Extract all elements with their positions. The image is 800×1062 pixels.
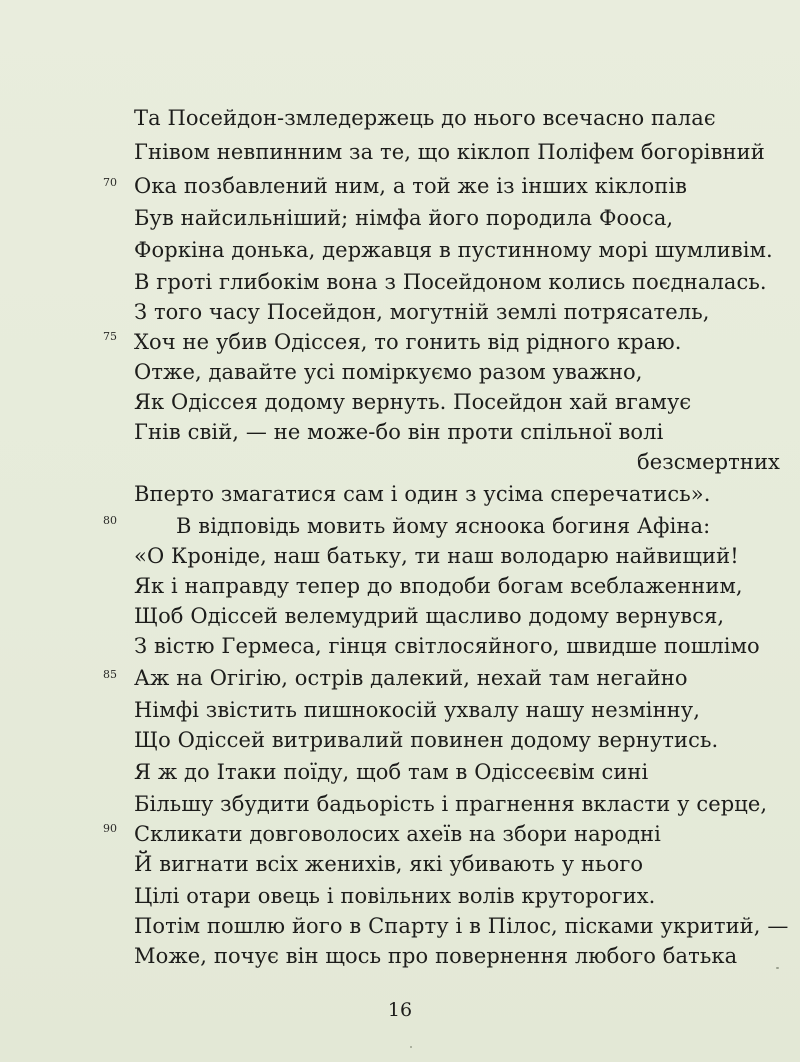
line-number: 70 <box>103 176 117 189</box>
verse-line: Як Одіссея додому вернуть. Посейдон хай вгамує <box>134 390 692 414</box>
verse-line: Я ж до Ітаки поїду, щоб там в Одіссеєвім сині <box>134 760 649 784</box>
verse-line: Й вигнати всіх женихів, які убивають у нього <box>134 852 644 876</box>
verse-line: Аж на Огігію, острів далекий, нехай там негайно <box>134 666 688 690</box>
verse-line: Гнів свій, — не може-бо він проти спільної волі <box>134 420 664 444</box>
verse-line: Цілі отари овець і повільних волів круторогих. <box>134 884 656 908</box>
paper-speck <box>410 1046 412 1048</box>
verse-line: Гнівом невпинним за те, що кіклоп Поліфем богорівний <box>134 140 765 164</box>
verse-line: В відповідь мовить йому ясноока богиня Афіна: <box>176 514 711 538</box>
verse-line: Хоч не убив Одіссея, то гонить від рідного краю. <box>134 330 682 354</box>
verse-line: Щоб Одіссей велемудрий щасливо додому вернувся, <box>134 604 725 628</box>
verse-line: Ока позбавлений ним, а той же із інших кіклопів <box>134 174 688 198</box>
verse-line: «О Кроніде, наш батьку, ти наш володарю найвищий! <box>134 544 739 568</box>
line-number: 75 <box>103 330 117 343</box>
verse-line: Що Одіссей витривалий повинен додому вернутись. <box>134 728 719 752</box>
line-number: 85 <box>103 668 117 681</box>
verse-line: Та Посейдон-змледержець до нього всечасно палає <box>134 106 716 130</box>
verse-line: Більшу збудити бадьорість і прагнення вкласти у серце, <box>134 792 768 816</box>
line-number: 90 <box>103 822 117 835</box>
verse-line: Був найсильніший; німфа його породила Фооса, <box>134 206 674 230</box>
verse-line: З вістю Гермеса, гінця світлосяйного, швидше пошлімо <box>134 634 760 658</box>
page-number: 16 <box>387 999 413 1021</box>
verse-line: Форкіна донька, державця в пустинному морі шумливім. <box>134 238 773 262</box>
verse-line: Вперто змагатися сам і один з усіма сперечатись». <box>134 482 711 506</box>
paper-speck <box>776 967 779 969</box>
verse-line: Може, почує він щось про повернення любого батька <box>134 944 738 968</box>
verse-line: В гроті глибокім вона з Посейдоном колись поєдналась. <box>134 270 767 294</box>
verse-line: Отже, давайте усі поміркуємо разом уважно, <box>134 360 643 384</box>
verse-line-continuation: безсмертних <box>636 450 780 474</box>
verse-line: З того часу Посейдон, могутній землі потрясатель, <box>134 300 710 324</box>
verse-line: Як і направду тепер до вподоби богам всеблаженним, <box>134 574 743 598</box>
verse-line: Потім пошлю його в Спарту і в Пілос, пісками укритий, — <box>134 914 789 938</box>
verse-line: Німфі звістить пишнокосій ухвалу нашу незмінну, <box>134 698 700 722</box>
line-number: 80 <box>103 514 117 527</box>
verse-line: Скликати довговолосих ахеїв на збори народні <box>134 822 661 846</box>
